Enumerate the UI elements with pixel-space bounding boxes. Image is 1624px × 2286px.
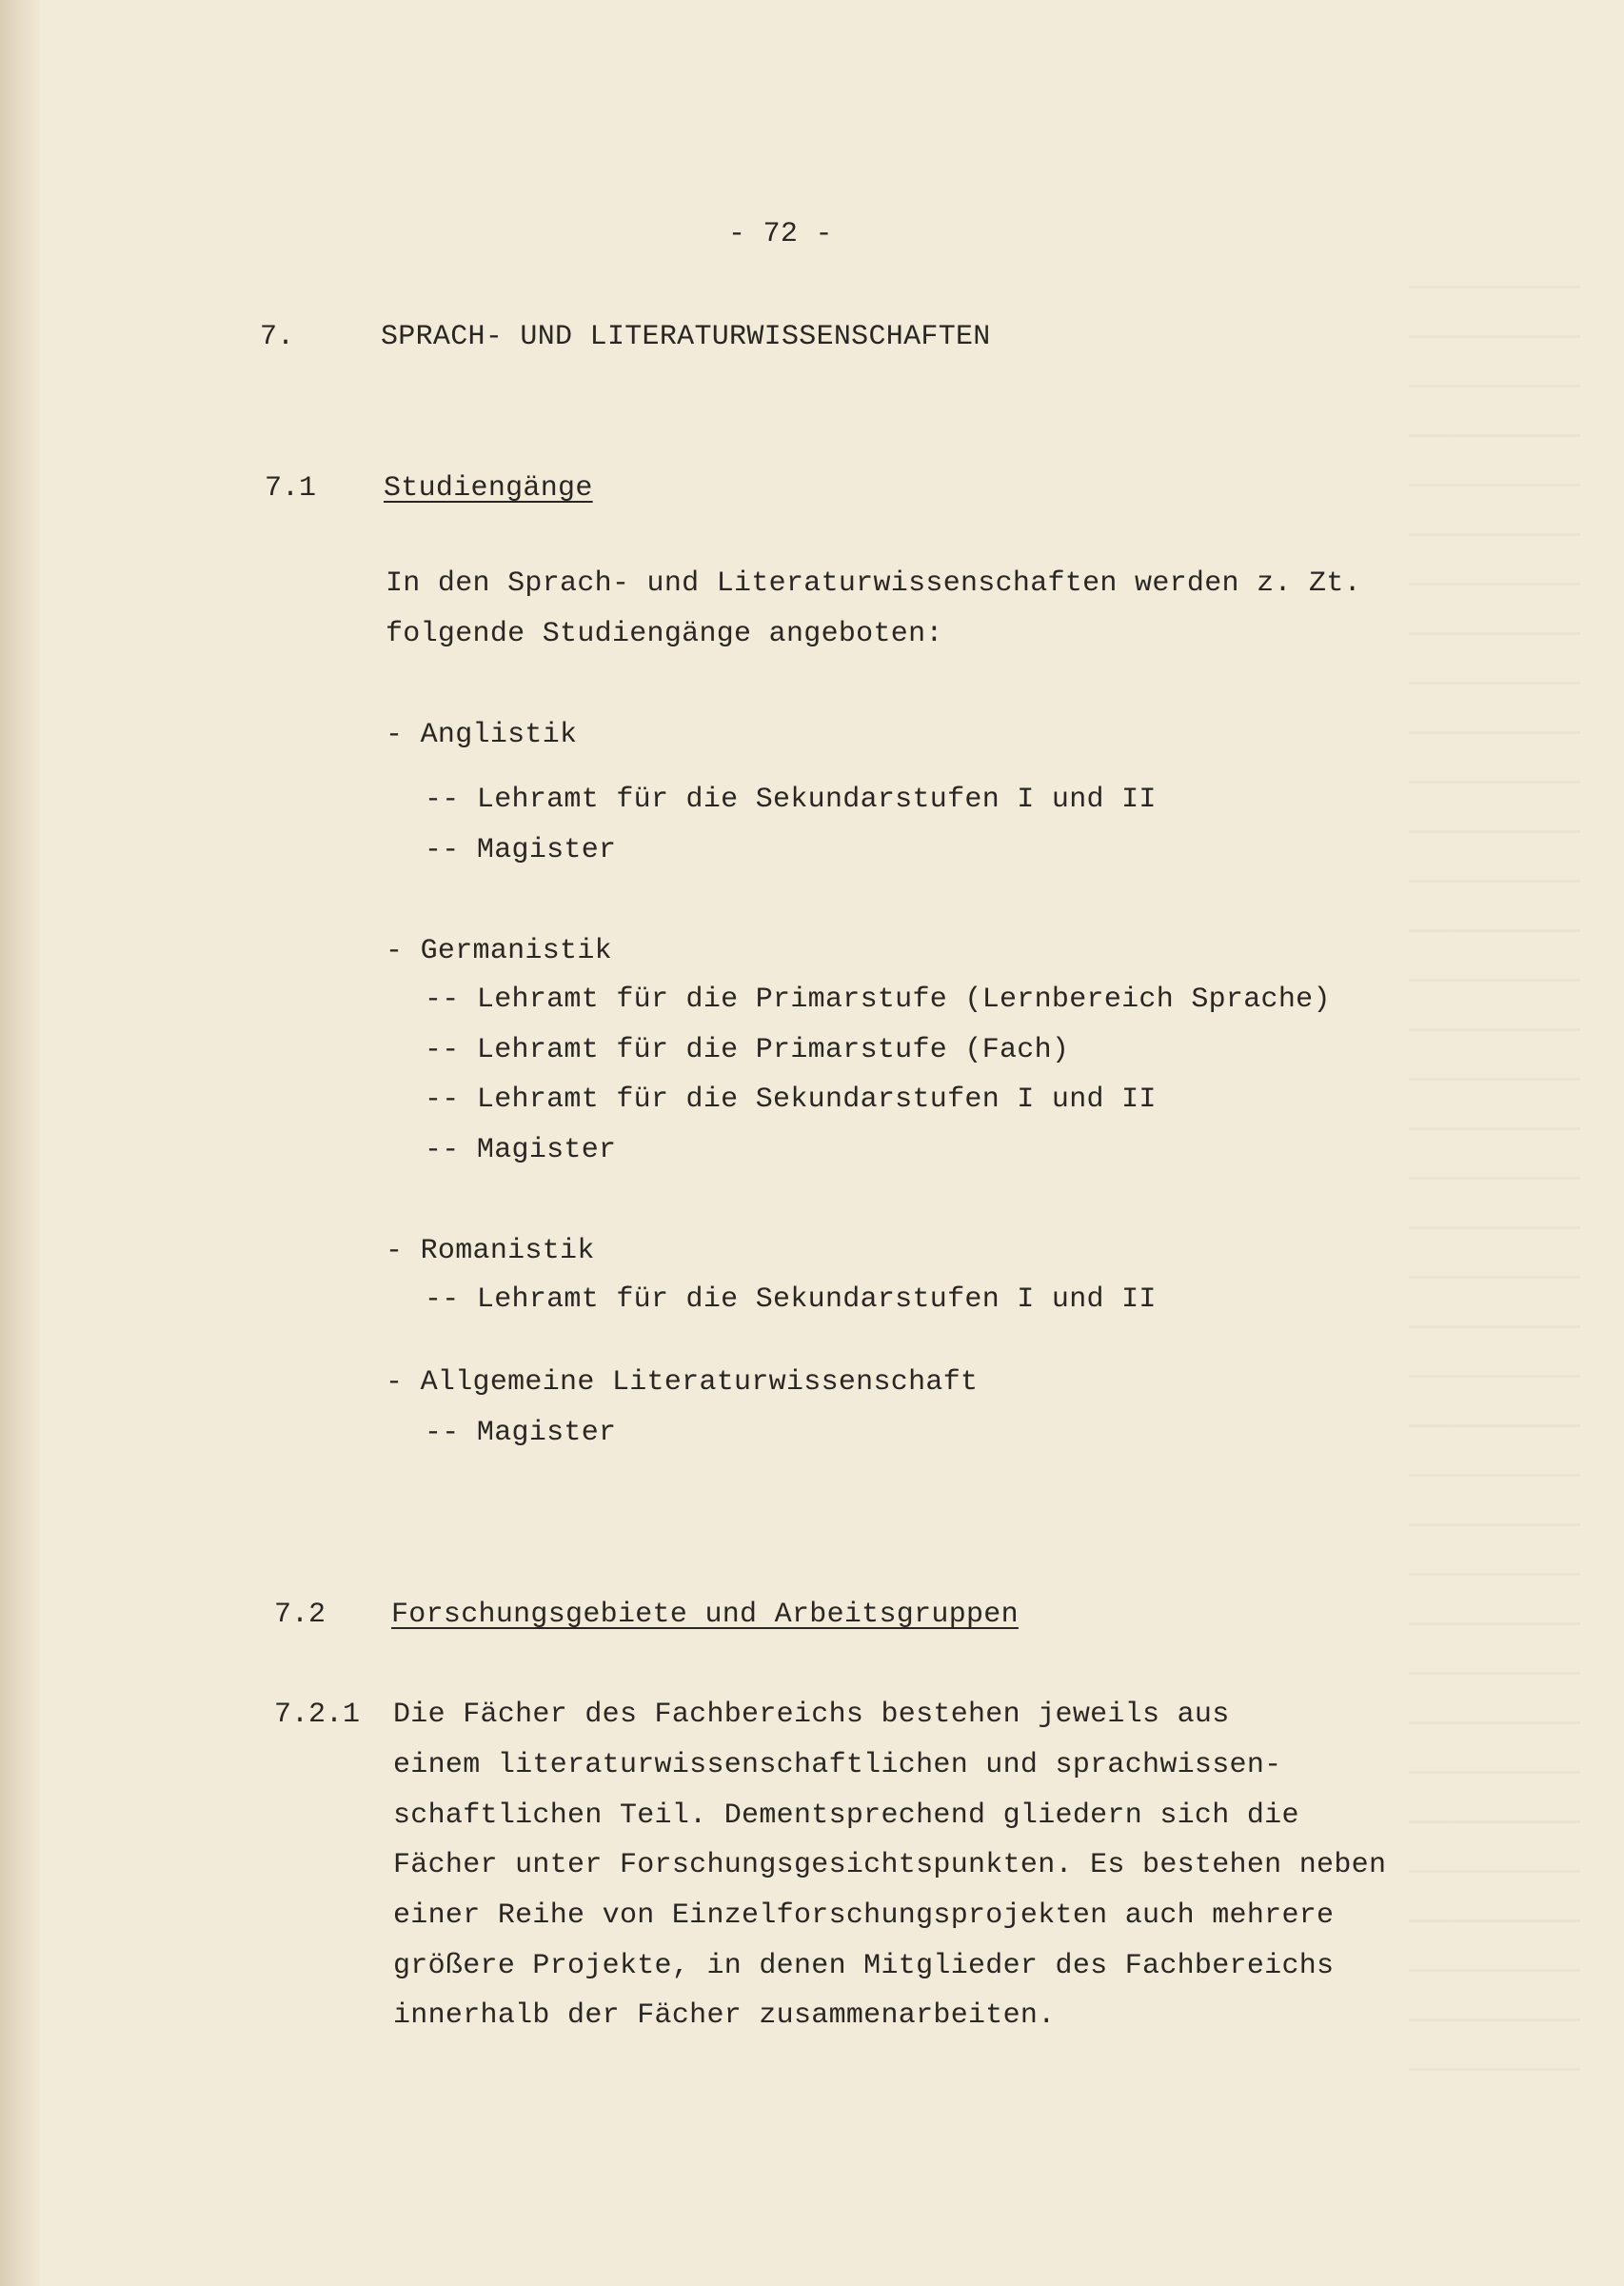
binding-edge	[0, 0, 40, 2286]
subsection-title-7-1: Studiengänge	[384, 472, 593, 505]
paragraph-line: einer Reihe von Einzelforschungsprojekten auch mehrere	[393, 1899, 1335, 1932]
subject-allgemeine-literaturwissenschaft: - Allgemeine Literaturwissenschaft	[386, 1366, 979, 1399]
list-item: -- Lehramt für die Primarstufe (Lernbereich Sprache)	[425, 984, 1331, 1016]
subject-anglistik: - Anglistik	[386, 719, 578, 751]
subject-romanistik: - Romanistik	[386, 1235, 595, 1267]
show-through-texture	[1409, 286, 1580, 2095]
intro-line-1: In den Sprach- und Literaturwissenschaften werden z. Zt.	[386, 567, 1361, 600]
subsection-number-7-2-1: 7.2.1	[274, 1699, 361, 1731]
list-item: -- Lehramt für die Primarstufe (Fach)	[425, 1034, 1070, 1066]
paragraph-line: innerhalb der Fächer zusammenarbeiten.	[393, 1999, 1056, 2032]
list-item: -- Lehramt für die Sekundarstufen I und II	[425, 784, 1157, 816]
paragraph-line: Die Fächer des Fachbereichs bestehen jeweils aus	[393, 1699, 1230, 1731]
intro-line-2: folgende Studiengänge angeboten:	[386, 618, 943, 650]
paragraph-line: einem literaturwissenschaftlichen und sprachwissen-	[393, 1749, 1282, 1781]
subject-germanistik: - Germanistik	[386, 935, 612, 967]
subsection-title-7-2: Forschungsgebiete und Arbeitsgruppen	[391, 1599, 1019, 1631]
paragraph-line: größere Projekte, in denen Mitglieder des Fachbereichs	[393, 1950, 1335, 1982]
list-item: -- Magister	[425, 1417, 617, 1449]
subsection-number-7-1: 7.1	[265, 472, 317, 505]
list-item: -- Magister	[425, 834, 617, 866]
section-number: 7.	[260, 321, 295, 353]
list-item: -- Magister	[425, 1134, 617, 1166]
section-title: SPRACH- UND LITERATURWISSENSCHAFTEN	[381, 321, 991, 353]
page-number: - 72 -	[728, 218, 833, 250]
subsection-number-7-2: 7.2	[274, 1599, 327, 1631]
paragraph-line: schaftlichen Teil. Dementsprechend gliedern sich die	[393, 1799, 1299, 1832]
paragraph-line: Fächer unter Forschungsgesichtspunkten. Es bestehen neben	[393, 1849, 1387, 1881]
list-item: -- Lehramt für die Sekundarstufen I und II	[425, 1283, 1157, 1316]
list-item: -- Lehramt für die Sekundarstufen I und II	[425, 1083, 1157, 1116]
